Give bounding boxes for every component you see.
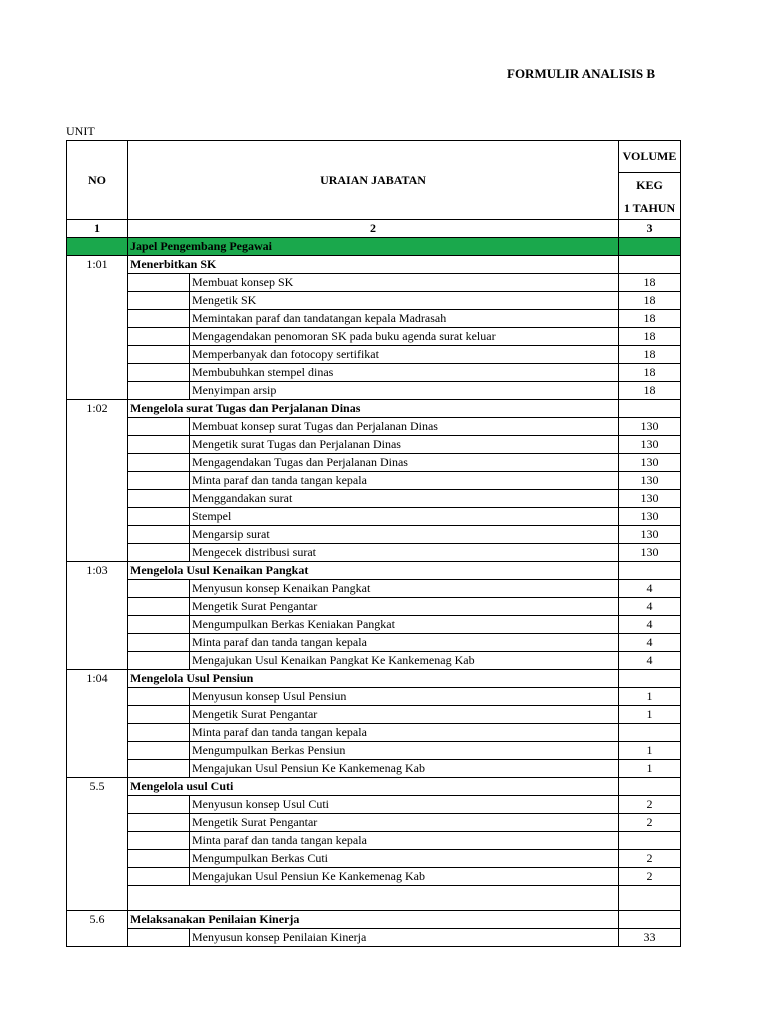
- group-title: Menerbitkan SK: [128, 256, 619, 274]
- task-volume: 1: [619, 688, 681, 706]
- indent-cell: [128, 292, 190, 310]
- task-volume: 1: [619, 760, 681, 778]
- task-volume: 18: [619, 292, 681, 310]
- task-row: [67, 616, 681, 634]
- task-description: Membuat konsep SK: [190, 274, 619, 292]
- group-volume-cell: [619, 256, 681, 274]
- task-description: Mengumpulkan Berkas Cuti: [190, 850, 619, 868]
- header-tahun: 1 TAHUN: [619, 198, 681, 219]
- group-number: 1:03: [67, 562, 128, 670]
- indent-cell: [128, 832, 190, 850]
- task-volume: 18: [619, 382, 681, 400]
- indent-cell: [128, 346, 190, 364]
- task-description: Mengarsip surat: [190, 526, 619, 544]
- task-volume: 1: [619, 706, 681, 724]
- indent-cell: [128, 634, 190, 652]
- group-number: 1:04: [67, 670, 128, 778]
- header-no: NO: [67, 141, 128, 220]
- task-description: Minta paraf dan tanda tangan kepala: [190, 634, 619, 652]
- task-description: Mengetik Surat Pengantar: [190, 706, 619, 724]
- indent-cell: [128, 760, 190, 778]
- indent-cell: [128, 616, 190, 634]
- task-row: [67, 382, 681, 400]
- task-volume: 2: [619, 796, 681, 814]
- indent-cell: [128, 796, 190, 814]
- group-row: [67, 256, 681, 274]
- task-row: [67, 850, 681, 868]
- task-volume: 130: [619, 454, 681, 472]
- indent-cell: [128, 544, 190, 562]
- task-description: Mengetik SK: [190, 292, 619, 310]
- task-volume: 130: [619, 508, 681, 526]
- task-row: [67, 760, 681, 778]
- group-row: [67, 911, 681, 929]
- task-description: Mengajukan Usul Pensiun Ke Kankemenag Kab: [190, 868, 619, 886]
- task-row: [67, 292, 681, 310]
- indent-cell: [128, 742, 190, 760]
- indent-cell: [128, 850, 190, 868]
- task-description: Mengagendakan Tugas dan Perjalanan Dinas: [190, 454, 619, 472]
- task-volume: 130: [619, 436, 681, 454]
- group-title: Melaksanakan Penilaian Kinerja: [128, 911, 619, 929]
- header-uraian: URAIAN JABATAN: [128, 141, 619, 220]
- task-volume: 18: [619, 364, 681, 382]
- task-row: [67, 814, 681, 832]
- task-row: [67, 652, 681, 670]
- task-row: [67, 832, 681, 850]
- task-volume: 130: [619, 544, 681, 562]
- task-volume: 1: [619, 742, 681, 760]
- group-number: 1:01: [67, 256, 128, 400]
- blank-cell: [619, 886, 681, 911]
- section-cell-no: [67, 238, 128, 256]
- indent-cell: [128, 490, 190, 508]
- indent-cell: [128, 436, 190, 454]
- task-volume: 4: [619, 616, 681, 634]
- indent-cell: [128, 274, 190, 292]
- task-description: Stempel: [190, 508, 619, 526]
- task-description: Menyimpan arsip: [190, 382, 619, 400]
- task-row: [67, 868, 681, 886]
- task-volume: 18: [619, 274, 681, 292]
- indent-cell: [128, 688, 190, 706]
- group-number: 5.5: [67, 778, 128, 911]
- task-description: Mengumpulkan Berkas Keniakan Pangkat: [190, 616, 619, 634]
- unit-label: UNIT: [66, 124, 95, 138]
- indent-cell: [128, 310, 190, 328]
- indent-cell: [128, 508, 190, 526]
- task-description: Mengetik Surat Pengantar: [190, 598, 619, 616]
- task-volume: 2: [619, 814, 681, 832]
- task-description: Mengajukan Usul Kenaikan Pangkat Ke Kankemenag Kab: [190, 652, 619, 670]
- task-volume: [619, 724, 681, 742]
- task-row: [67, 796, 681, 814]
- task-description: Minta paraf dan tanda tangan kepala: [190, 832, 619, 850]
- section-cell-vol: [619, 238, 681, 256]
- task-description: Menyusun konsep Usul Cuti: [190, 796, 619, 814]
- indent-cell: [128, 724, 190, 742]
- task-volume: 18: [619, 328, 681, 346]
- task-description: Menyusun konsep Penilaian Kinerja: [190, 929, 619, 947]
- indent-cell: [128, 454, 190, 472]
- task-description: Membubuhkan stempel dinas: [190, 364, 619, 382]
- task-row: [67, 724, 681, 742]
- group-row: [67, 778, 681, 796]
- indent-cell: [128, 382, 190, 400]
- group-volume-cell: [619, 562, 681, 580]
- group-volume-cell: [619, 400, 681, 418]
- indent-cell: [128, 814, 190, 832]
- group-row: [67, 562, 681, 580]
- group-number: 5.6: [67, 911, 128, 947]
- task-row: [67, 328, 681, 346]
- task-description: Memperbanyak dan fotocopy sertifikat: [190, 346, 619, 364]
- task-row: [67, 598, 681, 616]
- task-description: Membuat konsep surat Tugas dan Perjalanan Dinas: [190, 418, 619, 436]
- group-volume-cell: [619, 911, 681, 929]
- task-row: [67, 472, 681, 490]
- task-volume: 4: [619, 634, 681, 652]
- task-description: Menggandakan surat: [190, 490, 619, 508]
- section-title: Japel Pengembang Pegawai: [128, 238, 619, 256]
- group-title: Mengelola surat Tugas dan Perjalanan Dinas: [128, 400, 619, 418]
- task-row: [67, 418, 681, 436]
- task-row: [67, 544, 681, 562]
- indent-cell: [128, 652, 190, 670]
- task-description: Mengetik Surat Pengantar: [190, 814, 619, 832]
- task-volume: 130: [619, 472, 681, 490]
- task-row: [67, 346, 681, 364]
- task-volume: 33: [619, 929, 681, 947]
- task-row: [67, 580, 681, 598]
- indent-cell: [128, 328, 190, 346]
- header-volume: VOLUME: [619, 141, 681, 173]
- task-row: [67, 742, 681, 760]
- col-number-3: 3: [619, 220, 681, 238]
- task-description: Mengumpulkan Berkas Pensiun: [190, 742, 619, 760]
- blank-row: [67, 886, 681, 911]
- group-number: 1:02: [67, 400, 128, 562]
- task-row: [67, 508, 681, 526]
- task-row: [67, 929, 681, 947]
- group-volume-cell: [619, 778, 681, 796]
- task-volume: 4: [619, 580, 681, 598]
- group-volume-cell: [619, 670, 681, 688]
- col-number-2: 2: [128, 220, 619, 238]
- group-row: [67, 670, 681, 688]
- task-row: [67, 526, 681, 544]
- indent-cell: [128, 706, 190, 724]
- task-description: Minta paraf dan tanda tangan kepala: [190, 472, 619, 490]
- group-row: [67, 400, 681, 418]
- task-volume: [619, 832, 681, 850]
- blank-cell: [128, 886, 619, 911]
- task-volume: 18: [619, 310, 681, 328]
- task-description: Mengagendakan penomoran SK pada buku agenda surat keluar: [190, 328, 619, 346]
- task-row: [67, 634, 681, 652]
- task-volume: 4: [619, 652, 681, 670]
- indent-cell: [128, 929, 190, 947]
- task-volume: 2: [619, 868, 681, 886]
- task-volume: 2: [619, 850, 681, 868]
- group-title: Mengelola Usul Kenaikan Pangkat: [128, 562, 619, 580]
- task-volume: 4: [619, 598, 681, 616]
- task-row: [67, 454, 681, 472]
- task-row: [67, 688, 681, 706]
- indent-cell: [128, 868, 190, 886]
- header-keg: KEG: [619, 172, 681, 198]
- task-row: [67, 490, 681, 508]
- col-number-1: 1: [67, 220, 128, 238]
- indent-cell: [128, 472, 190, 490]
- indent-cell: [128, 598, 190, 616]
- task-row: [67, 274, 681, 292]
- task-description: Mengecek distribusi surat: [190, 544, 619, 562]
- task-volume: 130: [619, 526, 681, 544]
- task-description: Minta paraf dan tanda tangan kepala: [190, 724, 619, 742]
- task-row: [67, 364, 681, 382]
- task-description: Menyusun konsep Usul Pensiun: [190, 688, 619, 706]
- task-row: [67, 436, 681, 454]
- task-row: [67, 310, 681, 328]
- task-volume: 18: [619, 346, 681, 364]
- task-description: Memintakan paraf dan tandatangan kepala Madrasah: [190, 310, 619, 328]
- indent-cell: [128, 364, 190, 382]
- task-row: [67, 706, 681, 724]
- indent-cell: [128, 580, 190, 598]
- task-volume: 130: [619, 418, 681, 436]
- group-title: Mengelola usul Cuti: [128, 778, 619, 796]
- indent-cell: [128, 526, 190, 544]
- group-title: Mengelola Usul Pensiun: [128, 670, 619, 688]
- task-description: Mengajukan Usul Pensiun Ke Kankemenag Kab: [190, 760, 619, 778]
- task-volume: 130: [619, 490, 681, 508]
- task-description: Menyusun konsep Kenaikan Pangkat: [190, 580, 619, 598]
- form-title: FORMULIR ANALISIS B: [507, 66, 656, 81]
- indent-cell: [128, 418, 190, 436]
- task-description: Mengetik surat Tugas dan Perjalanan Dinas: [190, 436, 619, 454]
- analysis-table: [66, 140, 681, 947]
